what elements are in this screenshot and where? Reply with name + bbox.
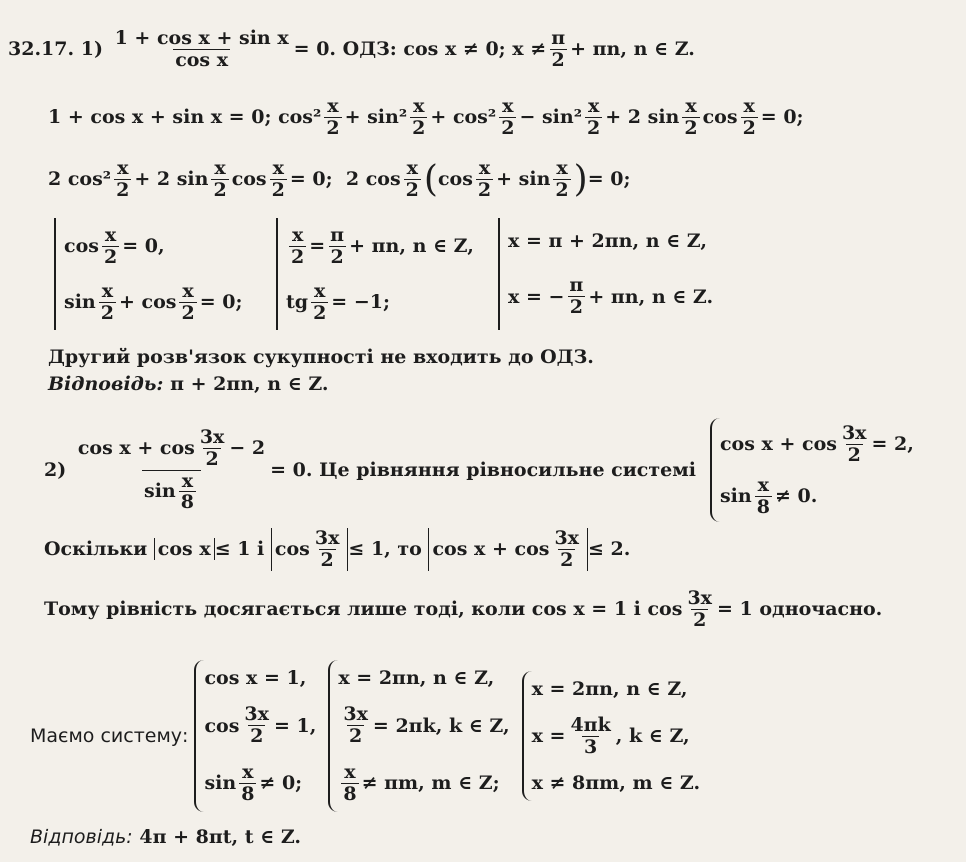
frac-den: 2 [313,301,327,324]
part2-label: 2) [44,459,67,481]
frac-den: 2 [742,116,756,139]
frac-num: π [551,27,566,49]
system-c-row2 [508,275,738,318]
frac-num: 3x [314,527,340,549]
note-text: Другий розв'язок сукупності не входить до ОДЗ. [48,346,594,368]
text: = 0; [289,168,333,191]
open-paren: ( [423,158,438,200]
final-system-1 [194,660,316,812]
x-over-2 [324,96,341,139]
text: = 2πk, k ∈ Z, [372,714,510,737]
text: ≠ πm, m ∈ Z; [361,772,500,795]
part2-equation-line [44,418,920,522]
text: x = 2πn, n ∈ Z, [531,678,688,701]
system-c-row1 [508,230,738,252]
text: x = − [508,285,565,308]
frac-num: x [104,223,117,246]
text: + sin² [344,106,408,129]
final-s1-row3 [204,762,316,805]
frac-den: 8 [241,782,255,805]
final-s2-row3 [338,762,509,805]
frac-num: x [413,95,425,117]
text: cos [231,168,267,191]
frac-den: 2 [560,548,574,571]
system-b-row1 [286,225,486,268]
part2-bounds-line [44,528,630,571]
part2-final-systems [30,660,706,812]
text: = 0; [760,106,804,129]
text: x = π + 2πn, n ∈ Z, [508,229,707,252]
frac-num: x [291,223,304,246]
frac-num: x [117,157,129,179]
abs-sum [428,528,588,571]
frac-num: x [181,469,194,492]
part1-systems-line [48,218,744,330]
frac-num: x [685,95,697,117]
text: = 1 одночасно. [717,598,883,621]
text: 2 cos [345,168,401,191]
final-s1-row2 [204,704,316,747]
frac-den: 2 [205,447,219,470]
frac-num: x [344,760,356,783]
text: sin [64,291,96,313]
x-over-2 [741,96,758,139]
text: x = [531,725,566,747]
text: + πn, n ∈ Z, [349,235,474,257]
frac-num: 3x [244,703,269,726]
text: = 0, [122,235,165,257]
part2-main-fraction [76,427,267,514]
text: − 2 [229,436,266,459]
x-over-2 [211,158,228,201]
text: sin [204,772,237,795]
part1-label: 1) [80,38,103,61]
3x-over-2 [242,704,271,747]
answer-label: Відповідь: [30,826,133,848]
frac-num: x [327,95,339,117]
line2-start: 1 + cos x + sin x = 0; cos² [48,106,322,129]
frac-den: 2 [405,178,419,201]
text: ≠ 0. [774,485,818,507]
final-s3-row3 [532,772,701,794]
frac-den: 8 [343,782,357,805]
x-over-2 [99,281,116,324]
frac-num: x [314,279,326,302]
frac-den: 8 [180,491,194,514]
frac-num: 3x [687,587,712,609]
part2-system [710,418,914,522]
pi-over-2 [328,225,346,268]
frac-num: 3x [841,421,867,444]
odz-text: = 0. ОДЗ: cos x ≠ 0; x ≠ [293,38,547,61]
system-a-row1 [64,225,264,268]
text: cos [204,714,240,737]
text: ≤ 1, то [348,538,422,561]
text: + cos [118,291,177,313]
text: cos [702,106,738,129]
part1-answer [48,373,329,395]
text: − sin² [519,106,583,129]
final-s3-row2 [532,715,701,758]
3x-over-2 [840,423,869,466]
frac-num: 3x [343,703,368,726]
text: 2 cos² [48,168,112,191]
main-eq-denominator: cos x [175,48,229,71]
problem-number: 32.17. [8,38,75,61]
frac-num: x [502,95,514,117]
part2-numerator [76,427,267,470]
frac-den: 2 [213,178,227,201]
x-over-8 [341,762,358,805]
frac-num: x [757,473,769,496]
answer-value: π + 2πn, n ∈ Z. [170,373,329,395]
text: = 0; [587,168,631,191]
frac-den: 2 [250,725,264,748]
x-over-8 [239,762,256,805]
text: + πn, n ∈ Z. [588,285,714,308]
frac-den: 3 [583,735,598,758]
frac-den: 2 [181,301,195,324]
3x-over-2 [685,588,714,631]
frac-den: 2 [103,245,118,268]
text: + 2 sin [134,168,209,191]
text: cos x = 1, [204,667,307,690]
x-over-2 [476,158,493,201]
x-over-2 [311,281,328,324]
final-s1-row1 [204,667,316,689]
system-b [276,218,486,330]
3x-over-2 [198,427,227,470]
frac-den: 2 [412,116,426,139]
text: , k ∈ Z, [615,725,690,747]
frac-den: 2 [271,178,285,201]
frac-den: 2 [847,443,861,466]
x-over-2 [270,158,287,201]
close-paren: ) [573,158,588,200]
part1-line3 [48,158,630,201]
frac-den: 2 [555,178,569,201]
final-s2-row2 [338,704,509,747]
pi-over-2 [567,275,585,318]
frac-den: 2 [116,178,130,201]
text: = 2, [871,433,914,455]
text: ≠ 0; [259,772,303,795]
text: cos x + cos [432,538,550,561]
frac-num: x [242,760,254,783]
odz-tail: + πn, n ∈ Z. [570,38,695,61]
text: cos x + cos [719,433,837,455]
text: sin [144,480,176,503]
frac-num: x [478,157,491,179]
text: cos x + cos [77,436,195,459]
text: cos x [157,538,211,561]
text: Тому рівність досягається лише тоді, коли cos x = 1 і cos [44,598,683,621]
text: = 1, [273,714,317,737]
text: x = 2πn, n ∈ Z, [338,667,495,690]
3x-over-2 [341,704,370,747]
frac-den: 2 [320,548,334,571]
x-over-2 [102,225,119,268]
final-system-2 [328,660,509,812]
frac-num: 3x [199,425,225,448]
x-over-2 [499,96,516,139]
3x-over-2 [313,528,342,571]
text: = 0. Це рівняння рівносильне системі [270,459,696,481]
text: + 2 sin [605,106,680,129]
x-over-2 [179,281,196,324]
part2-system-row1 [720,423,914,466]
frac-den: 2 [684,116,698,139]
x-over-2 [682,96,699,139]
final-s2-row1 [338,667,509,689]
frac-den: 2 [551,48,565,71]
x-over-8 [755,475,772,518]
main-equation-fraction [113,28,291,71]
text: ≤ 1 і [214,538,265,561]
frac-num: x [587,95,600,117]
x-over-2 [114,158,131,201]
text: = 0; [199,291,243,313]
x-over-2 [410,96,427,139]
part2-answer [30,826,301,848]
frac-den: 2 [291,245,305,268]
frac-num: 3x [554,527,580,549]
frac-den: 2 [100,301,114,324]
part2-equality-line [44,588,882,631]
x-over-8 [179,471,196,514]
system-b-row2 [286,281,486,324]
final-s3-row1 [532,678,701,700]
4pik-over-3 [568,715,612,758]
text: tg [286,291,309,313]
system-c [498,218,738,330]
frac-den: 2 [349,725,363,748]
final-system-3 [522,671,701,801]
x-over-2 [289,225,306,268]
frac-num: x [272,157,284,179]
frac-num: π [330,223,345,246]
x-over-2 [553,158,570,201]
part1-header-line [8,28,695,71]
frac-den: 2 [693,608,707,631]
answer-label: Відповідь: [48,373,164,395]
part2-denominator [142,470,201,514]
system-a [54,218,264,330]
have-system-label: Маємо систему: [30,725,189,747]
part1-note [48,346,594,368]
frac-den: 2 [330,245,344,268]
frac-num: x [556,157,568,179]
frac-den: 2 [326,116,340,139]
frac-num: x [182,279,194,302]
frac-den: 2 [477,178,492,201]
text: ≤ 2. [588,538,631,561]
main-eq-numerator: 1 + cos x + sin x [114,27,289,49]
frac-num: π [569,274,584,297]
text: Оскільки [44,538,148,561]
frac-num: x [406,157,418,179]
frac-den: 2 [501,116,515,139]
frac-num: x [101,279,114,302]
text: + cos² [430,106,497,129]
frac-den: 8 [756,495,770,518]
x-over-2 [404,158,421,201]
frac-num: x [214,157,226,179]
text: = [309,235,326,257]
abs-cos-3x-2 [271,528,349,571]
x-over-2 [585,96,602,139]
text: cos [274,538,310,561]
3x-over-2 [552,528,581,571]
text: cos [437,168,473,191]
part2-system-row2 [720,475,914,518]
frac-num: 4πk [570,713,611,736]
part1-line2 [48,96,804,139]
pi-over-2-fraction [549,28,567,71]
frac-den: 2 [569,296,583,319]
answer-value: 4π + 8πt, t ∈ Z. [139,826,301,848]
abs-cos-x [154,538,215,560]
system-a-row2 [64,281,264,324]
text: sin [719,485,752,507]
text: cos [64,235,99,257]
text: = −1; [331,291,390,313]
frac-den: 2 [587,116,601,139]
frac-num: x [743,95,755,117]
text: x ≠ 8πm, m ∈ Z. [531,771,701,794]
text: + sin [496,168,551,191]
